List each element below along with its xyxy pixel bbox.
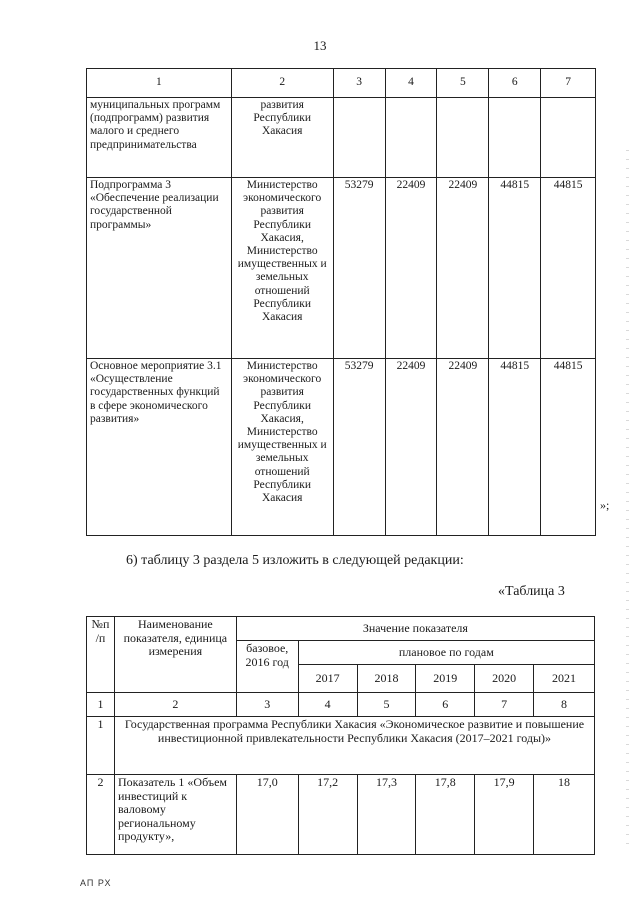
header-cell: 1	[87, 69, 232, 98]
scan-margin-marks	[626, 150, 629, 850]
header-cell: 7	[541, 69, 596, 98]
table-row	[87, 775, 595, 855]
row-number: 1	[87, 717, 115, 775]
header-year: 2019	[416, 665, 475, 693]
value-cell: 53279	[333, 359, 385, 536]
value-cell: 17,2	[298, 775, 357, 855]
indicator-table	[86, 616, 595, 855]
value-cell	[489, 98, 541, 178]
table-header-row	[87, 69, 596, 98]
header-base-year: базовое, 2016 год	[236, 641, 298, 693]
column-number: 8	[534, 693, 595, 717]
value-cell: 17,9	[475, 775, 534, 855]
instruction-text: 6) таблицу 3 раздела 5 изложить в следующей редакции:	[126, 553, 464, 568]
header-year: 2017	[298, 665, 357, 693]
value-cell	[437, 98, 489, 178]
header-value: Значение показателя	[236, 617, 594, 641]
executor-name: развития Республики Хакасия	[231, 98, 333, 178]
column-number: 6	[416, 693, 475, 717]
table-label: «Таблица 3	[498, 584, 565, 599]
value-cell: 53279	[333, 178, 385, 359]
header-year: 2020	[475, 665, 534, 693]
table-row	[87, 359, 596, 536]
value-cell: 44815	[541, 359, 596, 536]
column-number: 2	[114, 693, 236, 717]
page-number: 13	[313, 38, 327, 53]
activity-name: Основное мероприятие 3.1 «Осуществление государственных функций в сфере экономического развития»	[87, 359, 232, 536]
value-cell: 17,8	[416, 775, 475, 855]
header-indicator-name: Наименование показателя, единица измерения	[114, 617, 236, 693]
table-row	[87, 98, 596, 178]
header-cell: 4	[385, 69, 437, 98]
value-cell: 22409	[437, 178, 489, 359]
value-cell: 44815	[489, 178, 541, 359]
column-number: 3	[236, 693, 298, 717]
value-cell: 22409	[385, 359, 437, 536]
column-number: 1	[87, 693, 115, 717]
activity-name: Подпрограмма 3 «Обеспечение реализации государственной программы»	[87, 178, 232, 359]
executor-name: Министерство экономического развития Республики Хакасия, Министерство имущественных и земельных отношений Республики Хакасия	[231, 178, 333, 359]
value-cell: 17,0	[236, 775, 298, 855]
header-planned: плановое по годам	[298, 641, 594, 665]
row-number: 2	[87, 775, 115, 855]
indicator-name: Показатель 1 «Объем инвестиций к валовому региональному продукту»,	[114, 775, 236, 855]
column-number-row	[87, 693, 595, 717]
footer-mark: АП РХ	[80, 878, 112, 888]
column-number: 4	[298, 693, 357, 717]
value-cell	[333, 98, 385, 178]
table-row	[87, 178, 596, 359]
header-cell: 6	[489, 69, 541, 98]
header-number: №п /п	[87, 617, 115, 693]
value-cell: 17,3	[357, 775, 416, 855]
value-cell: 18	[534, 775, 595, 855]
value-cell: 44815	[489, 359, 541, 536]
value-cell	[541, 98, 596, 178]
budget-table	[86, 68, 596, 536]
header-year: 2018	[357, 665, 416, 693]
header-year: 2021	[534, 665, 595, 693]
executor-name: Министерство экономического развития Республики Хакасия, Министерство имущественных и земельных отношений Республики Хакасия	[231, 359, 333, 536]
table-header-row	[87, 617, 595, 641]
header-cell: 5	[437, 69, 489, 98]
column-number: 5	[357, 693, 416, 717]
header-cell: 2	[231, 69, 333, 98]
value-cell: 44815	[541, 178, 596, 359]
value-cell	[385, 98, 437, 178]
header-cell: 3	[333, 69, 385, 98]
program-title: Государственная программа Республики Хакасия «Экономическое развитие и повышение инвестиционной привлекательности Республики Хакасия (2017–2021 годы)»	[114, 717, 594, 775]
closing-quote: »;	[600, 498, 610, 512]
table-row	[87, 717, 595, 775]
activity-name: муниципальных программ (подпрограмм) развития малого и среднего предпринимательства	[87, 98, 232, 178]
column-number: 7	[475, 693, 534, 717]
value-cell: 22409	[385, 178, 437, 359]
value-cell: 22409	[437, 359, 489, 536]
